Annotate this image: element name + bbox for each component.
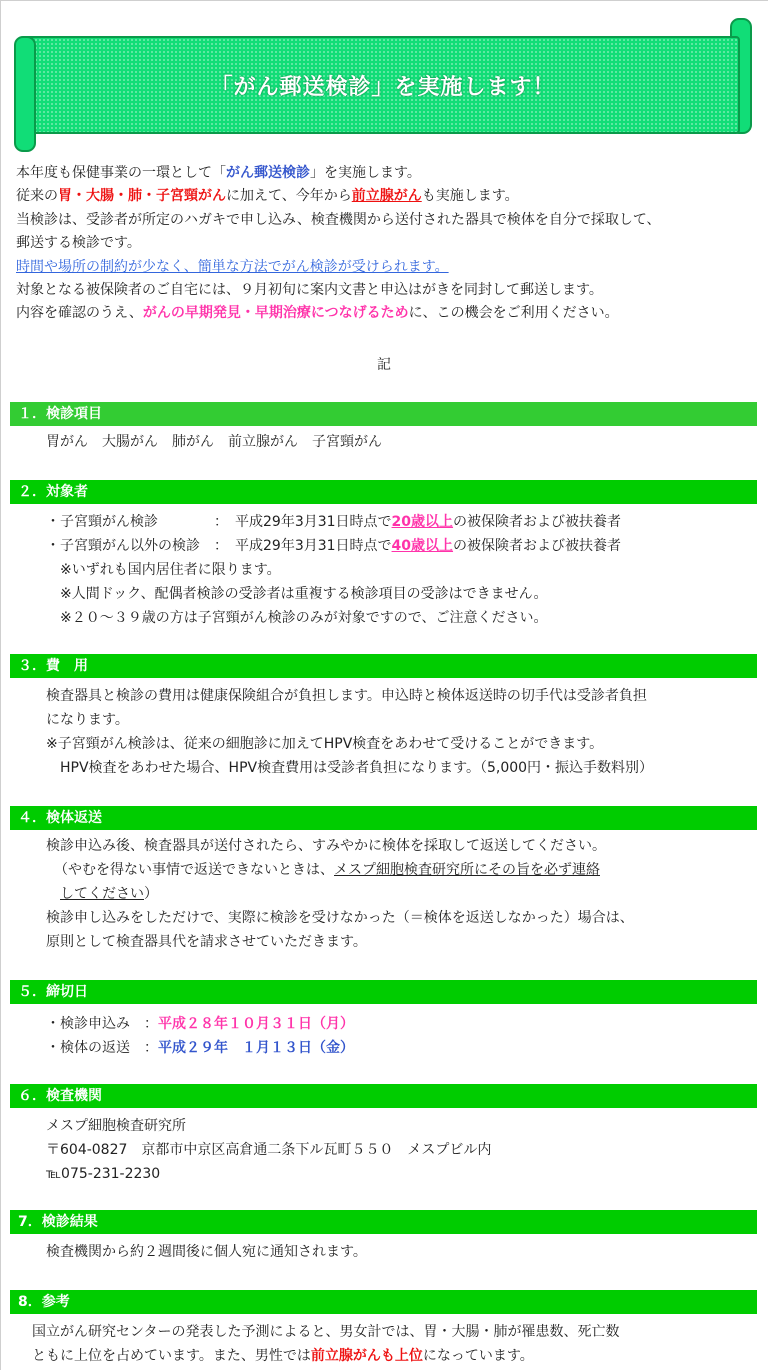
title-banner	[14, 18, 752, 150]
section-7-body: 検査機関から約２週間後に個人宛に通知されます。	[46, 1244, 367, 1260]
section-3-heading: ３．費 用	[10, 654, 757, 678]
deadline-return: ・検体の返送 ：平成２９年 １月１３日（金）	[46, 1040, 354, 1056]
ki-mark: 記	[377, 357, 391, 373]
target-note-3: ※２０～３９歳の方は子宮頸がん検診のみが対象ですので、ご注意ください。	[60, 610, 548, 626]
deadline-apply: ・検診申込み ：平成２８年１０月３１日（月）	[46, 1016, 354, 1032]
section-4-heading: ４．検体返送	[10, 806, 757, 830]
intro-line-6: 対象となる被保険者のご自宅には、９月初旬に案内文書と申込はがきを同封して郵送します。	[16, 282, 603, 299]
section-2-heading: ２．対象者	[10, 480, 757, 504]
section-5-heading: ５．締切日	[10, 980, 757, 1004]
intro-line-1: 本年度も保健事業の一環として「がん郵送検診」を実施します。	[16, 165, 421, 181]
section-6-body: メスプ細胞検査研究所 〒604-0827 京都市中京区高倉通二条下ル瓦町５５０ メスプビル内 ℡075-231-2230	[46, 1118, 492, 1182]
section-6-heading: ６．検査機関	[10, 1084, 757, 1108]
section-2-body	[46, 510, 746, 630]
target-note-2: ※人間ドック、配偶者検診の受診者は重複する検診項目の受診はできません。	[60, 586, 548, 602]
intro-line-7: 内容を確認のうえ、がんの早期発見・早期治療につなげるために、この機会をご利用ください。	[16, 305, 619, 322]
section-1-body: 胃がん 大腸がん 肺がん 前立腺がん 子宮頸がん	[46, 434, 382, 450]
intro-line-2: 従来の胃・大腸・肺・子宮頸がんに加えて、今年から前立腺がんも実施します。	[16, 188, 519, 205]
section-8-body: 国立がん研究センターの発表した予測によると、男女計では、胃・大腸・肺が罹患数、死亡数 ともに上位を占めています。また、男性では前立腺がんも上位になっています。	[32, 1324, 620, 1364]
section-7-heading: 7．検診結果	[10, 1210, 757, 1234]
target-note-1: ※いずれも国内居住者に限ります。	[60, 562, 281, 578]
intro-line-4: 郵送する検診です。	[16, 235, 141, 252]
target-row-1: ・子宮頸がん検診 ： 平成29年3月31日時点で20歳以上の被保険者および被扶養者	[46, 514, 622, 530]
intro-line-3: 当検診は、受診者が所定のハガキで申し込み、検査機関から送付された器具で検体を自分で採取して、	[16, 211, 661, 228]
target-row-2: ・子宮頸がん以外の検診 ： 平成29年3月31日時点で40歳以上の被保険者および被扶養者	[46, 538, 622, 554]
section-3-body: 検査器具と検診の費用は健康保険組合が負担します。申込時と検体返送時の切手代は受診者負担 になります。 ※子宮頸がん検診は、従来の細胞診に加えてHPV検査をあわせて受けることができます。 HPV検査をあわせた場合、HPV検査費用は受診者負担になります。（5,000円・振込手数料別）	[46, 688, 654, 776]
intro-link[interactable]: 時間や場所の制約が少なく、簡単な方法でがん検診が受けられます。	[16, 258, 449, 275]
section-1-heading: １．検診項目	[10, 402, 757, 426]
section-5-body	[46, 1012, 746, 1060]
page-title: 「がん郵送検診」を実施します！	[210, 75, 556, 100]
section-4-body: 検診申込み後、検査器具が送付されたら、すみやかに検体を採取して返送してください。 （やむを得ない事情で返送できないときは、メスプ細胞検査研究所にその旨を必ず連絡 してください） 検診申し込みをしただけで、実際に検診を受けなかった（＝検体を返送しなかった）場合は、 原則として検査器具代を請求させていただきます。	[46, 838, 634, 950]
intro-text	[16, 162, 746, 326]
section-8-heading: 8．参考	[10, 1290, 757, 1314]
